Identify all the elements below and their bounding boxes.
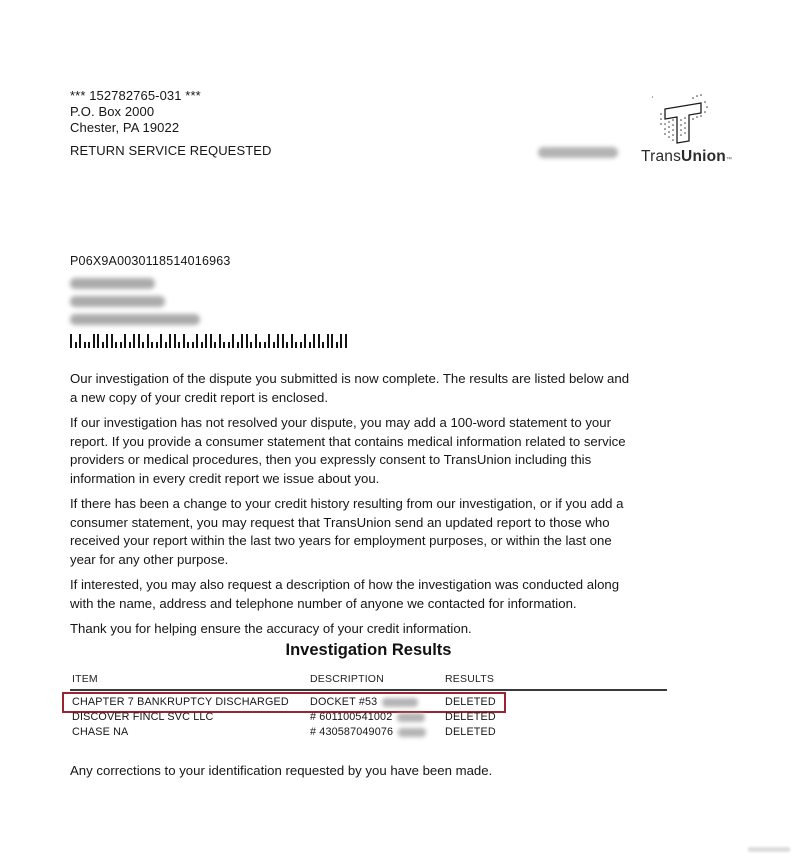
row-description: # 430587049076 (310, 725, 426, 740)
row-item: DISCOVER FINCL SVC LLC (72, 711, 214, 723)
row-result: DELETED (445, 726, 496, 738)
sender-address-block (70, 88, 272, 159)
row-description: # 601100541002 (310, 710, 425, 725)
column-header-item: ITEM (72, 673, 98, 685)
table-header-rule (70, 689, 667, 691)
table-row-discover (70, 710, 667, 725)
paragraph-investigation-description: If interested, you may also request a description of how the investigation was conducted along with the name, address and telephone number of anyone we contacted for information. (70, 577, 620, 611)
recipient-block (70, 254, 347, 348)
paragraph-investigation-complete: Our investigation of the dispute you submitted is now complete. The results are listed below and a new copy of your credit report is enclosed. (70, 371, 630, 405)
sender-city-line: Chester, PA 19022 (70, 120, 180, 135)
closing-line: Any corrections to your identification requested by you have been made. (70, 763, 493, 778)
return-service-line: RETURN SERVICE REQUESTED (70, 143, 272, 158)
postal-barcode (70, 334, 347, 348)
row-description: DOCKET #53 (310, 695, 418, 710)
tracking-code: P06X9A0030118514016963 (70, 254, 231, 268)
description-redacted (397, 713, 425, 722)
faint-watermark (748, 847, 790, 852)
table-row-chase (70, 725, 667, 740)
wordmark-union: Union (681, 148, 726, 165)
transunion-wordmark (641, 148, 732, 166)
recipient-name-redacted (538, 147, 618, 158)
sender-ref-line: *** 152782765-031 *** (70, 88, 201, 103)
paragraph-consumer-statement: If our investigation has not resolved your dispute, you may add a 100-word statement to your report. If you provide a consumer statement that contains medical information related to service providers or medical procedures, then you expressly consent to TransUnion including this information in every credit report we issue about you. (70, 415, 626, 486)
row-result: DELETED (445, 696, 496, 708)
row-item: CHAPTER 7 BANKRUPTCY DISCHARGED (72, 696, 289, 708)
results-table-header (70, 673, 667, 687)
row-item: CHASE NA (72, 726, 129, 738)
row-result: DELETED (445, 711, 496, 723)
sender-po-box: P.O. Box 2000 (70, 104, 155, 119)
recipient-line3-redacted (70, 314, 200, 325)
recipient-line2-redacted (70, 296, 165, 307)
paragraph-thank-you: Thank you for helping ensure the accuracy of your credit information. (70, 621, 472, 636)
recipient-line1-redacted (70, 278, 155, 289)
results-table-rows (70, 695, 667, 740)
description-redacted (382, 698, 418, 707)
description-redacted (398, 728, 426, 737)
wordmark-trans: Trans (641, 148, 682, 165)
table-row-bankruptcy (70, 695, 667, 710)
column-header-description: DESCRIPTION (310, 673, 384, 685)
trademark-symbol: ™ (725, 157, 733, 163)
results-title: Investigation Results (285, 641, 452, 659)
letter-body (70, 370, 634, 646)
transunion-logo-icon (652, 92, 712, 150)
investigation-results-section (70, 641, 667, 740)
column-header-results: RESULTS (445, 673, 495, 685)
paragraph-updated-report: If there has been a change to your credit history resulting from our investigation, or if you add a consumer statement, you may request that TransUnion send an updated report to those who received your report within the last two years for employment purposes, or within the last one year for any other purpose. (70, 496, 624, 567)
